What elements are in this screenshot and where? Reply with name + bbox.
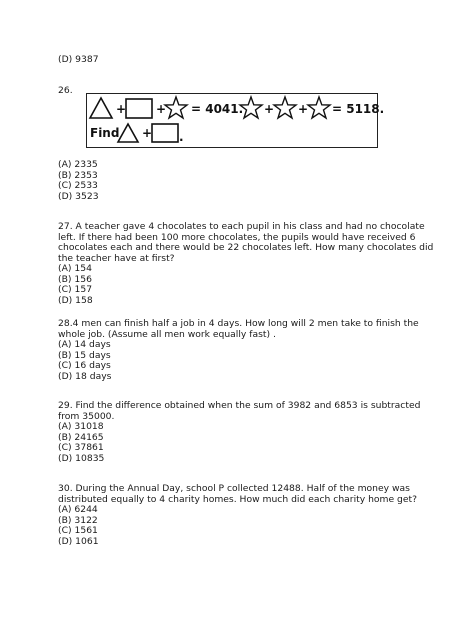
triangle-shape bbox=[90, 98, 112, 118]
q26-sum1: = 4041. bbox=[191, 102, 244, 116]
q27-option-a: (A) 154 bbox=[58, 263, 92, 274]
q28-option-c: (C) 16 days bbox=[58, 360, 111, 371]
q29-option-c: (C) 37861 bbox=[58, 442, 104, 453]
q26-sum2: = 5118. bbox=[332, 102, 385, 116]
q27-option-c: (C) 157 bbox=[58, 284, 93, 295]
q29-text-line-2: from 35000. bbox=[58, 410, 115, 422]
q26-puzzle-figure bbox=[87, 94, 385, 146]
plus-sign: + bbox=[116, 102, 127, 116]
q27-option-b: (B) 156 bbox=[58, 273, 92, 285]
q26-option-c: (C) 2533 bbox=[58, 180, 98, 191]
q29-option-b: (B) 24165 bbox=[58, 431, 104, 443]
q30-option-a: (A) 6244 bbox=[58, 504, 98, 515]
q28-text-line-2: whole job. (Assume all men work equally fast) . bbox=[58, 328, 276, 340]
q29-option-d: (D) 10835 bbox=[58, 452, 105, 464]
prev-option-d: (D) 9387 bbox=[58, 54, 99, 65]
star-shape bbox=[240, 97, 262, 118]
star-shape bbox=[274, 97, 296, 118]
q28-text-line-1: 28.4 men can finish half a job in 4 days. How long will 2 men take to finish the bbox=[58, 318, 419, 329]
q26-option-a: (A) 2335 bbox=[58, 159, 98, 170]
q26-number: 26. bbox=[58, 85, 73, 96]
q30-text-line-2: distributed equally to 4 charity homes. How much did each charity home get? bbox=[58, 493, 418, 505]
star-shape bbox=[308, 97, 330, 118]
q30-option-b: (B) 3122 bbox=[58, 514, 98, 526]
q27-text-line-3: chocolates each and there would be 22 chocolates left. How many chocolates did bbox=[58, 242, 434, 253]
star-shape bbox=[165, 97, 187, 118]
q27-text-line-1: 27. A teacher gave 4 chocolates to each pupil in his class and had no chocolate bbox=[58, 221, 425, 232]
find-period: . bbox=[179, 130, 184, 144]
q28-option-b: (B) 15 days bbox=[58, 349, 111, 361]
q27-text-line-2: left. If there had been 100 more chocolates, the pupils would have received 6 bbox=[58, 231, 416, 243]
q28-option-d: (D) 18 days bbox=[58, 370, 112, 382]
q29-text-line-1: 29. Find the difference obtained when the sum of 3982 and 6853 is subtracted bbox=[58, 400, 421, 411]
plus-sign: + bbox=[156, 102, 167, 116]
q26-option-b: (B) 2353 bbox=[58, 169, 98, 181]
q30-option-d: (D) 1061 bbox=[58, 535, 99, 547]
plus-sign: + bbox=[142, 126, 153, 140]
plus-sign: + bbox=[298, 102, 309, 116]
q30-option-c: (C) 1561 bbox=[58, 525, 98, 536]
q26-puzzle-box bbox=[86, 93, 385, 148]
plus-sign: + bbox=[264, 102, 275, 116]
q27-text-line-4: the teacher have at first? bbox=[58, 252, 175, 264]
q29-option-a: (A) 31018 bbox=[58, 421, 104, 432]
q26-option-d: (D) 3523 bbox=[58, 190, 99, 202]
q30-text-line-1: 30. During the Annual Day, school P collected 12488. Half of the money was bbox=[58, 483, 410, 494]
square-shape bbox=[152, 124, 178, 142]
q28-option-a: (A) 14 days bbox=[58, 339, 111, 350]
q27-option-d: (D) 158 bbox=[58, 294, 93, 306]
find-label: Find bbox=[90, 126, 120, 140]
square-shape bbox=[126, 99, 152, 118]
triangle-shape bbox=[118, 124, 138, 142]
